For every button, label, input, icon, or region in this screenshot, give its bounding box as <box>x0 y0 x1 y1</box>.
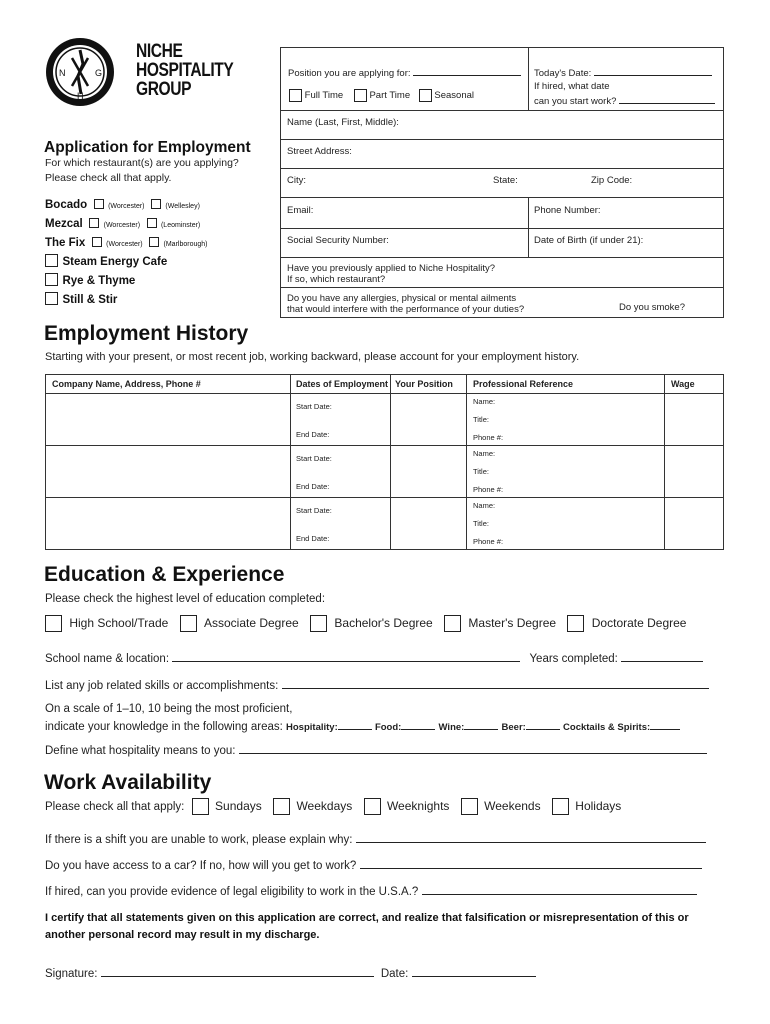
phone-cell[interactable] <box>528 197 724 229</box>
scale-row <box>45 719 680 733</box>
legal-row <box>45 884 697 898</box>
email-label: Email: <box>287 205 314 216</box>
car-input[interactable] <box>360 858 702 869</box>
beer-input[interactable] <box>526 719 560 730</box>
company-cell[interactable] <box>45 445 291 498</box>
high-school-label: High School/Trade <box>69 615 169 630</box>
application-subtitle-1: For which restaurant(s) are you applying? <box>45 157 239 169</box>
wage-cell[interactable] <box>664 497 724 550</box>
shift-input[interactable] <box>356 832 706 843</box>
school-row <box>45 651 703 665</box>
city-cell[interactable] <box>280 168 724 198</box>
part-time-label: Part Time <box>369 90 411 102</box>
sundays-checkbox[interactable] <box>192 798 209 815</box>
hired-date-label-1: If hired, what date <box>534 81 610 92</box>
checkbox[interactable] <box>151 199 161 209</box>
company-cell[interactable] <box>45 497 291 550</box>
state-label: State: <box>493 175 518 186</box>
email-cell[interactable] <box>280 197 529 229</box>
availability-title: Work Availability <box>44 771 212 794</box>
end-date-label: End Date: <box>296 534 330 543</box>
dates-cell[interactable] <box>528 47 724 111</box>
scale-label-2: indicate your knowledge in the following areas: <box>45 721 283 733</box>
ref-name-label: Name: <box>473 449 496 458</box>
col-header-dates: Dates of Employment <box>290 374 391 394</box>
restaurant-name: Bocado <box>45 199 88 211</box>
bachelor-label: Bachelor's Degree <box>334 615 433 630</box>
food-input[interactable] <box>401 719 435 730</box>
restaurant-rye-thyme <box>45 271 135 289</box>
employment-intro: Starting with your present, or most recent job, working backward, please account for your employment history. <box>45 351 580 363</box>
full-time-label: Full Time <box>304 90 344 102</box>
col-header-company: Company Name, Address, Phone # <box>45 374 291 394</box>
logo-line-2: HOSPITALITY <box>136 60 234 81</box>
reference-cell[interactable] <box>466 445 665 498</box>
allergies-label-1: Do you have any allergies, physical or mental ailments <box>287 293 517 304</box>
ref-title-label: Title: <box>473 415 489 424</box>
car-row <box>45 858 702 872</box>
todays-date-line <box>594 65 712 76</box>
weeknights-checkbox[interactable] <box>364 798 381 815</box>
hired-date-line <box>619 93 715 104</box>
svg-text:H: H <box>77 91 84 101</box>
svg-text:N: N <box>59 68 66 78</box>
associate-label: Associate Degree <box>203 615 299 630</box>
logo-emblem <box>44 36 116 108</box>
allergies-label-2: that would interfere with the performance of your duties? <box>287 304 525 315</box>
education-intro: Please check the highest level of education completed: <box>45 593 326 605</box>
start-date-label: Start Date: <box>296 402 332 411</box>
reference-cell[interactable] <box>466 393 665 446</box>
position-line <box>413 65 521 76</box>
application-subtitle-2: Please check all that apply. <box>45 172 172 184</box>
checkbox[interactable] <box>147 218 157 228</box>
hired-date-label-2: can you start work? <box>534 96 617 107</box>
restaurant-mezcal <box>45 214 200 232</box>
skills-label: List any job related skills or accomplishments: <box>45 680 279 692</box>
checkbox[interactable] <box>45 254 58 267</box>
education-levels <box>45 615 686 632</box>
legal-label: If hired, can you provide evidence of legal eligibility to work in the U.S.A.? <box>45 886 419 898</box>
col-header-position: Your Position <box>390 374 467 394</box>
availability-intro: Please check all that apply: <box>45 800 185 813</box>
logo-line-3: GROUP <box>136 79 192 100</box>
years-input[interactable] <box>621 651 703 662</box>
option-label: (Worcester) <box>106 241 143 248</box>
skills-row <box>45 678 709 692</box>
wage-cell[interactable] <box>664 445 724 498</box>
weekends-label: Weekends <box>484 798 541 813</box>
your-position-cell[interactable] <box>390 445 467 498</box>
checkbox[interactable] <box>45 292 58 305</box>
availability-row <box>45 798 621 815</box>
signature-input[interactable] <box>101 966 374 977</box>
option-label: Still & Stir <box>62 294 118 306</box>
option-label: Steam Energy Cafe <box>62 256 168 268</box>
dob-label: Date of Birth (if under 21): <box>534 235 644 246</box>
allergies-cell[interactable] <box>280 287 724 318</box>
area-food: Food: <box>374 722 402 733</box>
ref-name-label: Name: <box>473 397 496 406</box>
ref-phone-label: Phone #: <box>473 537 504 546</box>
todays-date-label: Today's Date: <box>534 68 592 79</box>
logo-line-1: NICHE <box>136 41 183 62</box>
skills-input[interactable] <box>282 678 709 689</box>
part-time-checkbox[interactable] <box>354 89 367 102</box>
area-cocktails: Cocktails & Spirits: <box>563 722 651 733</box>
position-label: Position you are applying for: <box>288 68 411 79</box>
checkbox[interactable] <box>45 273 58 286</box>
weeknights-label: Weeknights <box>386 798 450 813</box>
area-hospitality: Hospitality: <box>286 722 338 733</box>
wage-cell[interactable] <box>664 393 724 446</box>
option-label: (Worcester) <box>103 222 141 229</box>
restaurant-still-stir <box>45 290 117 308</box>
end-date-label: End Date: <box>296 430 330 439</box>
logo <box>44 36 234 108</box>
school-input[interactable] <box>172 651 520 662</box>
dates-employment-cell[interactable] <box>290 393 391 446</box>
seasonal-label: Seasonal <box>434 90 475 102</box>
dates-employment-cell[interactable] <box>290 445 391 498</box>
dates-employment-cell[interactable] <box>290 497 391 550</box>
ref-title-label: Title: <box>473 467 489 476</box>
dob-cell[interactable] <box>528 228 724 258</box>
legal-input[interactable] <box>422 884 697 895</box>
previous-applied-label-1: Have you previously applied to Niche Hospitality? <box>287 263 496 274</box>
option-label: (Leominster) <box>160 222 201 229</box>
name-cell[interactable] <box>280 110 724 140</box>
years-label: Years completed: <box>529 653 618 665</box>
restaurant-steam-energy <box>45 252 167 270</box>
employment-history-title: Employment History <box>44 322 249 345</box>
define-input[interactable] <box>239 743 707 754</box>
signature-row <box>45 966 536 980</box>
bachelor-checkbox[interactable] <box>310 615 327 632</box>
start-date-label: Start Date: <box>296 454 332 463</box>
smoke-label: Do you smoke? <box>619 302 686 313</box>
define-row <box>45 743 707 757</box>
area-beer: Beer: <box>501 722 526 733</box>
cocktails-input[interactable] <box>650 719 680 730</box>
zip-label: Zip Code: <box>591 175 633 186</box>
city-label: City: <box>287 175 306 186</box>
signature-label: Signature: <box>45 968 98 980</box>
street-label: Street Address: <box>287 146 352 157</box>
car-label: Do you have access to a car? If no, how will you get to work? <box>45 860 357 872</box>
checkbox[interactable] <box>94 199 104 209</box>
start-date-label: Start Date: <box>296 506 332 515</box>
application-title: Application for Employment <box>44 139 251 156</box>
your-position-cell[interactable] <box>390 393 467 446</box>
holidays-checkbox[interactable] <box>552 798 569 815</box>
previous-applied-label-2: If so, which restaurant? <box>287 274 386 285</box>
company-cell[interactable] <box>45 393 291 446</box>
date-input[interactable] <box>412 966 536 977</box>
doctorate-checkbox[interactable] <box>567 615 584 632</box>
end-date-label: End Date: <box>296 482 330 491</box>
checkbox[interactable] <box>89 218 99 228</box>
phone-label: Phone Number: <box>534 205 601 216</box>
checkbox[interactable] <box>149 237 159 247</box>
certification-statement: I certify that all statements given on this application are correct, and realize that falsification or misrepresentation of this or another personal record may result in my discharge. <box>45 912 689 941</box>
weekdays-label: Weekdays <box>296 798 353 813</box>
ref-title-label: Title: <box>473 519 489 528</box>
associate-checkbox[interactable] <box>180 615 197 632</box>
col-header-reference: Professional Reference <box>466 374 665 394</box>
education-title: Education & Experience <box>44 563 285 586</box>
sundays-label: Sundays <box>215 798 262 813</box>
wine-input[interactable] <box>464 719 498 730</box>
option-label: (Marlborough) <box>163 241 208 248</box>
name-label: Name (Last, First, Middle): <box>287 117 399 128</box>
high-school-checkbox[interactable] <box>45 615 62 632</box>
svg-text:G: G <box>95 68 103 78</box>
doctorate-label: Doctorate Degree <box>591 615 687 630</box>
ref-phone-label: Phone #: <box>473 485 504 494</box>
ref-name-label: Name: <box>473 501 496 510</box>
shift-label: If there is a shift you are unable to work, please explain why: <box>45 834 353 846</box>
define-label: Define what hospitality means to you: <box>45 745 236 757</box>
restaurant-bocado <box>45 195 200 213</box>
option-label: (Worcester) <box>108 203 145 210</box>
option-label: Rye & Thyme <box>62 275 136 287</box>
seasonal-checkbox[interactable] <box>419 89 432 102</box>
master-label: Master's Degree <box>468 615 557 630</box>
ssn-label: Social Security Number: <box>287 235 389 246</box>
restaurant-name: Mezcal <box>45 218 83 230</box>
position-cell[interactable] <box>280 47 529 111</box>
your-position-cell[interactable] <box>390 497 467 550</box>
master-checkbox[interactable] <box>444 615 461 632</box>
option-label: (Wellesley) <box>165 203 200 210</box>
restaurant-the-fix <box>45 233 207 251</box>
weekdays-checkbox[interactable] <box>273 798 290 815</box>
checkbox[interactable] <box>92 237 102 247</box>
date-label: Date: <box>380 968 409 980</box>
street-cell[interactable] <box>280 139 724 169</box>
ref-phone-label: Phone #: <box>473 433 504 442</box>
reference-cell[interactable] <box>466 497 665 550</box>
school-label: School name & location: <box>45 653 170 665</box>
area-wine: Wine: <box>438 722 465 733</box>
ssn-cell[interactable] <box>280 228 529 258</box>
holidays-label: Holidays <box>575 798 622 813</box>
restaurant-name: The Fix <box>45 237 86 249</box>
weekends-checkbox[interactable] <box>461 798 478 815</box>
full-time-checkbox[interactable] <box>289 89 302 102</box>
scale-line-1: On a scale of 1–10, 10 being the most proficient, <box>45 703 293 715</box>
shift-row <box>45 832 706 846</box>
col-header-wage: Wage <box>664 374 724 394</box>
previous-applied-cell[interactable] <box>280 257 724 288</box>
hospitality-input[interactable] <box>338 719 372 730</box>
